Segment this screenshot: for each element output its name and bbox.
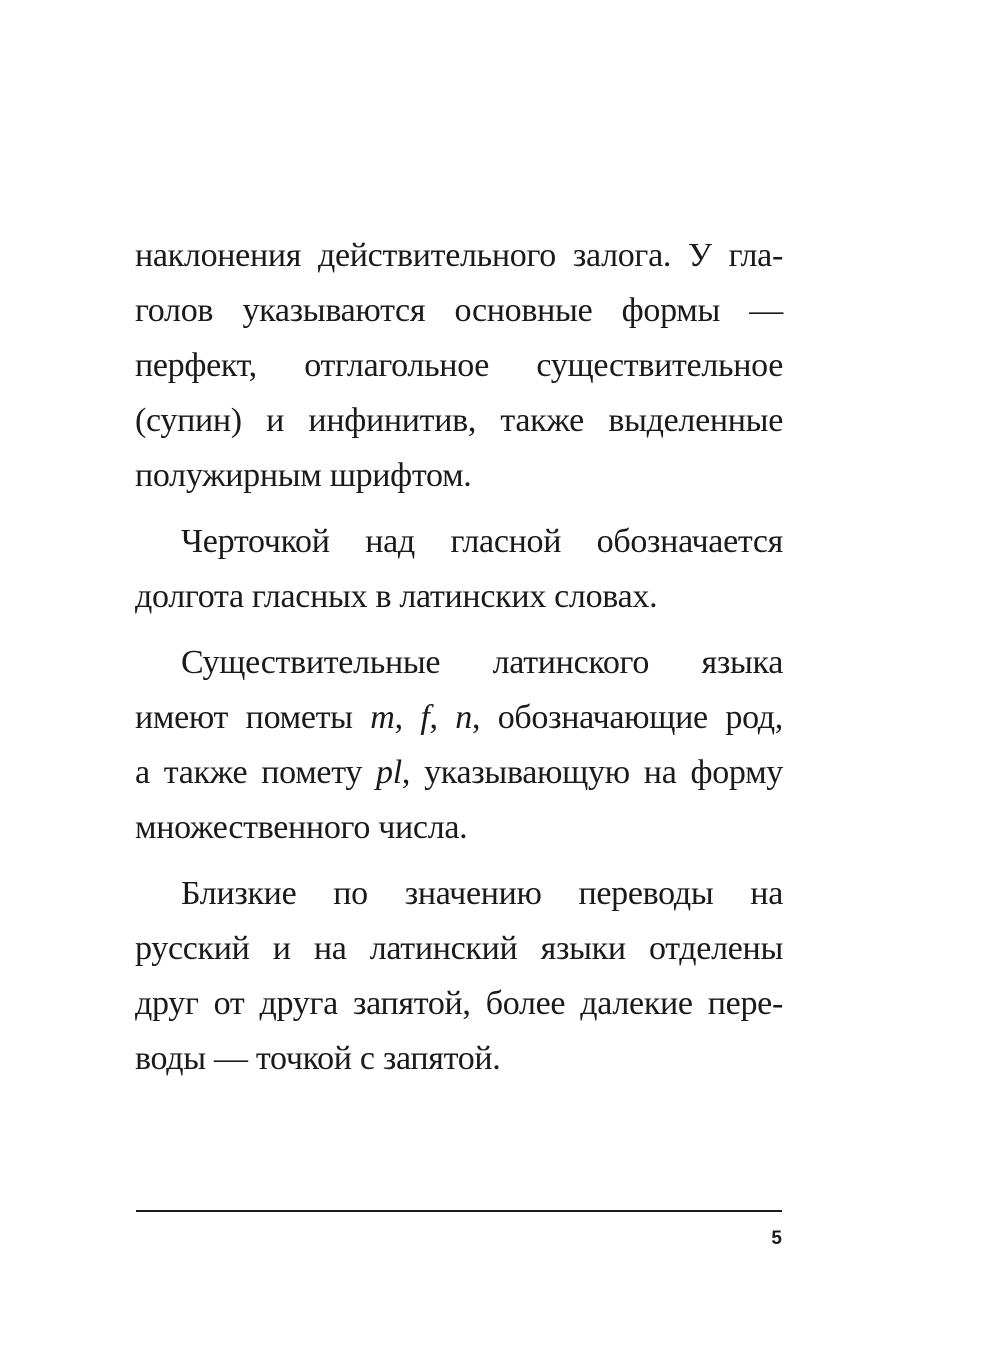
text-line: множественного числа. [135, 809, 468, 846]
text-line: русский и на латинский языки отделены [135, 930, 783, 967]
text-segment: , [394, 699, 421, 736]
page-number: 5 [771, 1228, 782, 1249]
paragraph-vowel-length [135, 514, 783, 624]
mark-neuter: n [455, 699, 472, 736]
mark-masculine: m [370, 699, 395, 736]
text-line [135, 690, 783, 745]
text-line: перфект, отглагольное существительное [135, 347, 783, 384]
text-line [135, 745, 783, 800]
page-body [135, 228, 783, 1097]
text-line: наклонения действительного залога. У гла- [135, 237, 783, 274]
text-line: Близкие по значению переводы на [181, 875, 783, 912]
mark-plural: pl [376, 754, 402, 791]
text-segment: имеют пометы [135, 699, 371, 736]
footer-rule [136, 1210, 782, 1212]
paragraph-translations [135, 866, 783, 1086]
text-line: полужирным шрифтом. [135, 457, 472, 494]
text-segment: , обозначающие род, [471, 699, 783, 736]
text-line: Черточкой над гласной обозначается [181, 523, 783, 560]
mark-feminine: f [420, 699, 430, 736]
paragraph-noun-marks [135, 635, 783, 855]
text-segment: , [429, 699, 456, 736]
text-line: воды — точкой с запятой. [135, 1040, 501, 1077]
text-line: друг от друга запятой, более далекие пере- [135, 985, 783, 1022]
text-line: долгота гласных в латинских словах. [135, 578, 658, 615]
paragraph-continuation [135, 228, 783, 503]
text-line: (супин) и инфинитив, также выделенные [135, 402, 783, 439]
text-segment: а также помету [135, 754, 377, 791]
text-line: Существительные латинского языка [181, 644, 783, 681]
text-segment: , указывающую на форму [401, 754, 783, 791]
text-line: голов указываются основные формы — [135, 292, 783, 329]
